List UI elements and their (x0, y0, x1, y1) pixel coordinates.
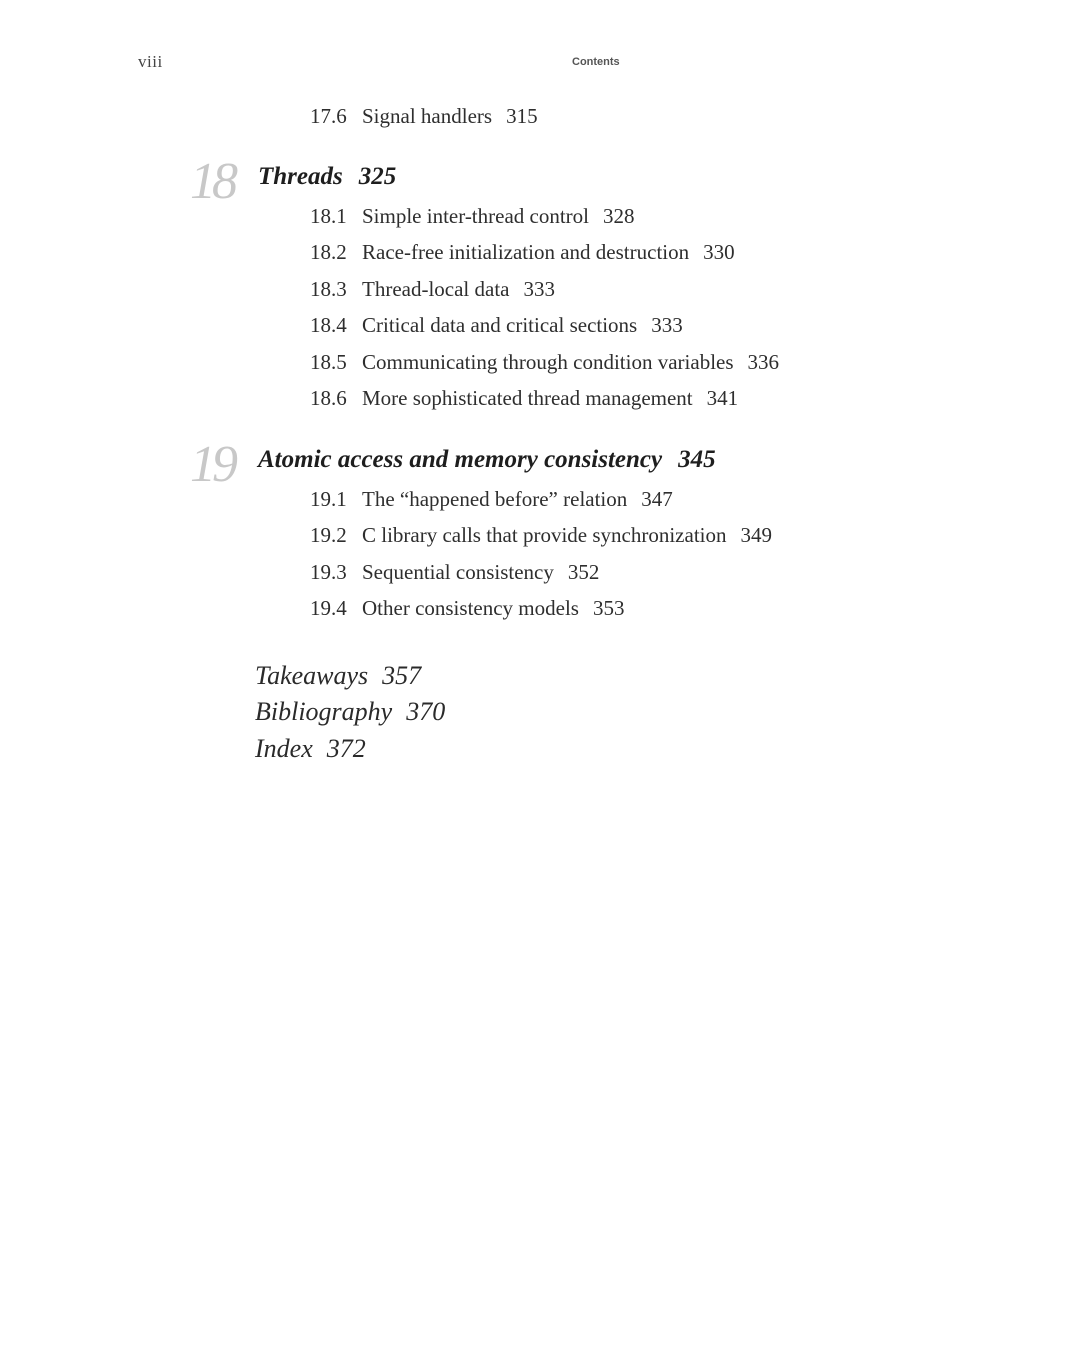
backmatter-entry[interactable] (255, 734, 366, 764)
section-number: 18.2 (310, 240, 347, 264)
section-title: Sequential consistency (362, 560, 554, 584)
section-title: Simple inter-thread control (362, 204, 590, 228)
section-title: C library calls that provide synchronization (362, 523, 727, 547)
toc-entry[interactable] (310, 386, 738, 411)
section-number: 18.6 (310, 386, 347, 410)
backmatter-entry[interactable] (255, 697, 445, 727)
section-number: 19.2 (310, 523, 347, 547)
section-page: 336 (747, 350, 780, 374)
section-title: The “happened before” relation (362, 487, 628, 511)
section-page: 352 (567, 560, 600, 584)
section-page: 328 (603, 204, 635, 228)
chapter-heading[interactable] (258, 163, 396, 191)
section-title: Thread-local data (362, 277, 510, 301)
section-number: 19.1 (310, 487, 347, 511)
chapter-heading[interactable] (258, 446, 716, 474)
toc-entry[interactable] (310, 596, 624, 621)
section-page: 353 (592, 596, 625, 620)
chapter-number: 18 (190, 153, 234, 210)
section-number: 19.3 (310, 560, 347, 584)
section-page: 349 (740, 523, 772, 547)
section-page: 341 (706, 386, 739, 410)
section-title: Communicating through condition variables (362, 350, 734, 374)
toc-entry[interactable] (310, 204, 635, 229)
section-number: 19.4 (310, 596, 347, 620)
chapter-number: 19 (190, 436, 234, 493)
section-title: Critical data and critical sections (362, 313, 638, 337)
section-number: 18.3 (310, 277, 347, 301)
section-number: 17.6 (310, 104, 347, 128)
toc-entry[interactable] (310, 240, 735, 265)
section-number: 18.5 (310, 350, 347, 374)
section-page: 347 (641, 487, 673, 511)
backmatter-title: Bibliography (255, 697, 393, 726)
chapter-page: 345 (678, 446, 716, 473)
section-page: 315 (506, 104, 538, 128)
backmatter-page: 372 (326, 734, 366, 763)
backmatter-title: Takeaways (255, 661, 369, 690)
backmatter-page: 370 (406, 697, 446, 726)
chapter-title: Threads (258, 163, 343, 190)
toc-entry[interactable] (310, 523, 772, 548)
toc-entry[interactable] (310, 487, 673, 512)
chapter-page: 325 (358, 163, 397, 190)
backmatter-entry[interactable] (255, 661, 421, 691)
section-title: Signal handlers (362, 104, 493, 128)
backmatter-title: Index (255, 734, 313, 763)
section-page: 330 (703, 240, 735, 264)
toc-entry[interactable] (310, 277, 555, 302)
chapter-title: Atomic access and memory consistency (258, 446, 663, 473)
section-title: More sophisticated thread management (362, 386, 693, 410)
backmatter-page: 357 (382, 661, 422, 690)
page-number: viii (138, 52, 163, 71)
section-title: Race-free initialization and destruction (362, 240, 690, 264)
toc-entry[interactable] (310, 104, 538, 129)
toc-entry[interactable] (310, 350, 779, 375)
toc-entry[interactable] (310, 313, 683, 338)
toc-entry[interactable] (310, 560, 599, 585)
section-title: Other consistency models (362, 596, 579, 620)
section-page: 333 (523, 277, 555, 301)
section-page: 333 (651, 313, 683, 337)
section-number: 18.1 (310, 204, 347, 228)
section-number: 18.4 (310, 313, 347, 337)
running-title: Contents (572, 56, 620, 68)
